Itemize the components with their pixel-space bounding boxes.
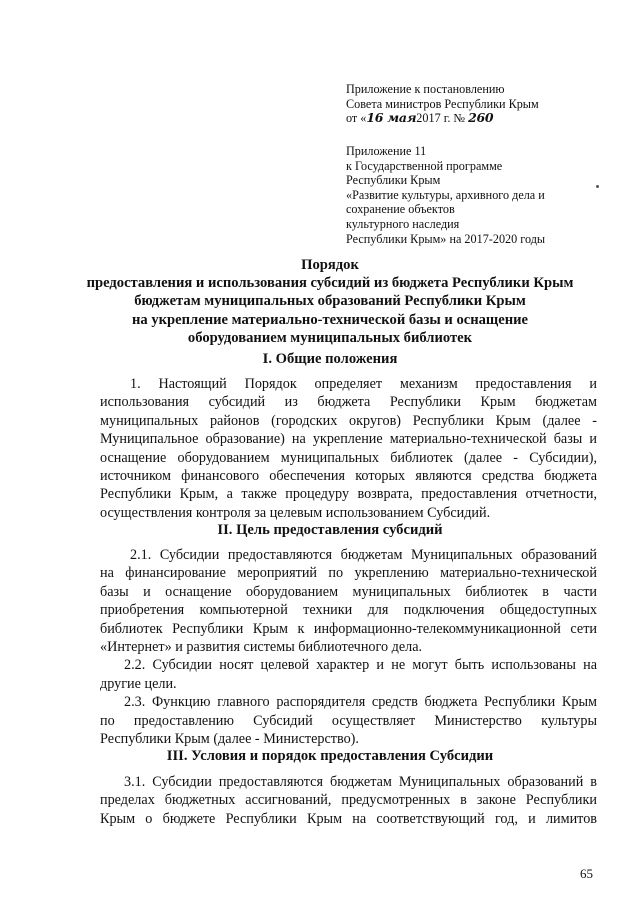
document-title [60, 256, 600, 347]
page-number: 65 [580, 866, 593, 881]
annex11-line: Республики Крым [346, 173, 441, 188]
body-line: муниципальных районов (городских округов) Республики Крым (далее - [100, 412, 597, 429]
annex-11-block [346, 144, 616, 246]
body-line: базы и оснащение оборудованием муниципальных библиотек в части [100, 583, 597, 600]
section-1-heading: I. Общие положения [262, 351, 398, 367]
body-line: другие цели. [100, 675, 177, 692]
body-line: источником финансового обеспечения которых являются средства бюджета [100, 468, 597, 485]
annex11-line: Республики Крым» на 2017-2020 годы [346, 231, 546, 246]
annex11-line: «Развитие культуры, архивного дела и [346, 187, 545, 202]
annex11-line: культурного наследия [346, 216, 460, 231]
body-line: приобретения компьютерной техники для подключения общедоступных [100, 602, 597, 619]
body-line: Муниципальное образование) на укрепление материально-технической базы и [100, 431, 597, 448]
body-line: осуществления контроля за целевым использованием Субсидий. [100, 504, 491, 521]
section-1-body [100, 375, 597, 522]
body-line: использования субсидий из бюджета Республики Крым бюджетам [100, 394, 597, 411]
title-line: на укрепление материально-технической базы и оснащение [131, 311, 529, 328]
date-prefix: от « [346, 111, 367, 126]
annex-line: Приложение к постановлению [346, 82, 505, 96]
title-line: предоставления и использования субсидий из бюджета Республики Крым [86, 275, 574, 292]
body-line: на финансирование мероприятий по укреплению материально-технической [100, 565, 597, 582]
body-line: 2.3. Функцию главного распорядителя средств бюджета Республики Крым [124, 694, 597, 711]
body-line: «Интернет» и развития системы библиотечного дела. [100, 639, 423, 656]
annex-to-resolution [346, 82, 616, 126]
annex11-line: сохранение объектов [346, 202, 455, 217]
scan-dot [596, 185, 599, 188]
body-line: Крым о бюджете Республики Крым на соответствующий год, и лимитов [100, 810, 597, 827]
title-line: Порядок [301, 257, 359, 273]
body-line: библиотек Республики Крым к информационно-телекоммуникационной сети [100, 620, 597, 637]
title-line: бюджетам муниципальных образований Республики Крым [134, 293, 526, 310]
body-line: Республики Крым (далее - Министерство). [100, 731, 359, 748]
body-line: 2.1. Субсидии предоставляются бюджетам Муниципальных образований [130, 547, 597, 563]
annex-line: Совета министров Республики Крым [346, 96, 539, 111]
title-line: оборудованием муниципальных библиотек [187, 329, 473, 346]
section-3-heading: III. Условия и порядок предоставления Субсидии [166, 748, 494, 764]
handwritten-date: 16 мая [366, 110, 417, 126]
body-line: 3.1. Субсидии предоставляются бюджетам Муниципальных образований в [124, 774, 597, 790]
section-3-body [100, 773, 597, 828]
handwritten-number: 260 [468, 110, 494, 126]
body-line: 2.2. Субсидии носят целевой характер и не могут быть использованы на [124, 657, 597, 674]
body-line: пределах бюджетных ассигнований, предусмотренных в законе Республики [100, 792, 597, 809]
annex11-line: к Государственной программе [346, 158, 503, 173]
date-middle: 2017 г. № [416, 111, 466, 126]
body-line: оснащение оборудованием муниципальных библиотек (далее - Субсидии), [100, 449, 597, 466]
annex-date-line [346, 111, 616, 126]
body-line: 1. Настоящий Порядок определяет механизм предоставления и [130, 376, 597, 392]
section-2-body [100, 546, 597, 748]
body-line: Республики Крым, а также процедуру возврата, предоставления отчетности, [100, 486, 597, 503]
section-2-heading: II. Цель предоставления субсидий [217, 522, 443, 538]
annex11-line: Приложение 11 [346, 144, 427, 158]
body-line: по предоставлению Субсидий осуществляет Министерство культуры [100, 712, 597, 729]
